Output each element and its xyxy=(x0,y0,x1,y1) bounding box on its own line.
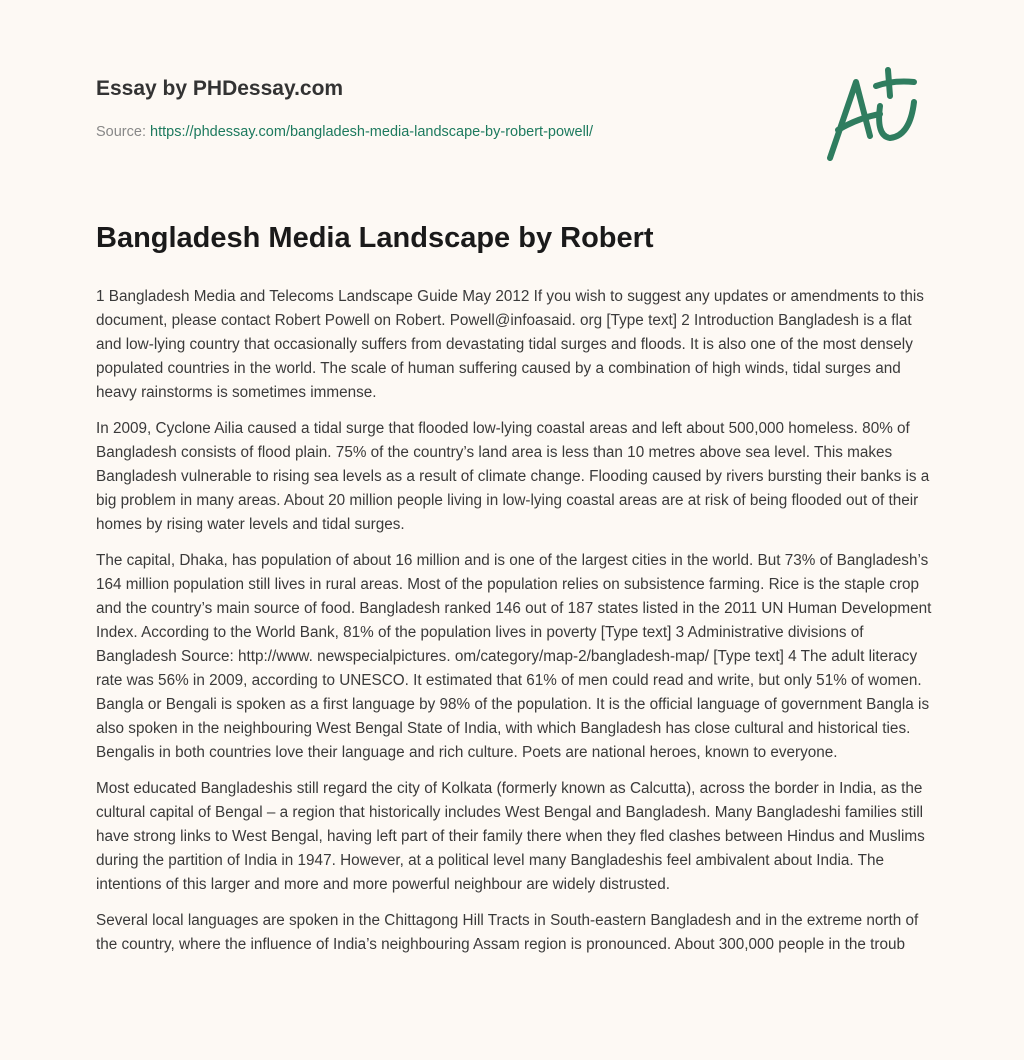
a-plus-logo xyxy=(818,66,928,166)
paragraph: In 2009, Cyclone Ailia caused a tidal surge that flooded low-lying coastal areas and left about 500,000 homeless. 80% of Bangladesh consists of flood plain. 75% of the country’s land area is less than 10 metres above sea level. This makes Bangladesh vulnerable to rising sea levels as a result of climate change. Flooding caused by rivers bursting their banks is a big problem in many areas. About 20 million people living in low-lying coastal areas are at risk of being flooded out of their homes by rising water levels and tidal surges. xyxy=(96,420,930,533)
site-brand: Essay by PHDessay.com xyxy=(96,77,344,100)
paragraph: Most educated Bangladeshis still regard the city of Kolkata (formerly known as Calcutta), across the border in India, as the cultural capital of Bengal – a region that historically includes West Bengal and Bangladesh. Many Bangladeshi families still have strong links to West Bengal, having left part of their family there when they fled clashes between Hindus and Muslims during the partition of India in 1947. However, at a political level many Bangladeshis feel ambivalent about India. The intentions of this larger and more and more powerful neighbour are widely distrusted. xyxy=(96,780,925,893)
source-line xyxy=(96,124,593,140)
essay-body xyxy=(96,285,932,969)
paragraph: 1 Bangladesh Media and Telecoms Landscape Guide May 2012 If you wish to suggest any updates or amendments to this document, please contact Robert Powell on Robert. Powell@infoasaid. org [Type text] 2 Introduction Bangladesh is a flat and low-lying country that occasionally suffers from devastating tidal surges and floods. It is also one of the most densely populated countries in the world. The scale of human suffering caused by a combination of high winds, tidal surges and heavy rainstorms is sometimes immense. xyxy=(96,288,924,401)
paragraph: Several local languages are spoken in the Chittagong Hill Tracts in South-eastern Bangladesh and in the extreme north of the country, where the influence of India’s neighbouring Assam region is pronounced. About 300,000 people in the troub xyxy=(96,912,919,953)
source-label: Source: xyxy=(96,124,146,140)
essay-title: Bangladesh Media Landscape by Robert xyxy=(96,222,654,254)
paragraph: The capital, Dhaka, has population of about 16 million and is one of the largest cities in the world. But 73% of Bangladesh’s 164 million population still lives in rural areas. Most of the population relies on subsistence farming. Rice is the staple crop and the country’s main source of food. Bangladesh ranked 146 out of 187 states listed in the 2011 UN Human Development Index. According to the World Bank, 81% of the population lives in poverty [Type text] 3 Administrative divisions of Bangladesh Source: http://www. newspecialpictures. om/category/map-2/bangladesh-map/ [Type text] 4 The adult literacy rate was 56% in 2009, according to UNESCO. It estimated that 61% of men could read and write, but only 51% of women. Bangla or Bengali is spoken as a first language by 98% of the population. It is the official language of government Bangla is also spoken in the neighbouring West Bengal State of India, with which Bangladesh has close cultural and historical ties. Bengalis in both countries love their language and rich culture. Poets are national heroes, known to everyone. xyxy=(96,552,932,761)
source-link[interactable]: https://phdessay.com/bangladesh-media-landscape-by-robert-powell/ xyxy=(150,124,594,140)
